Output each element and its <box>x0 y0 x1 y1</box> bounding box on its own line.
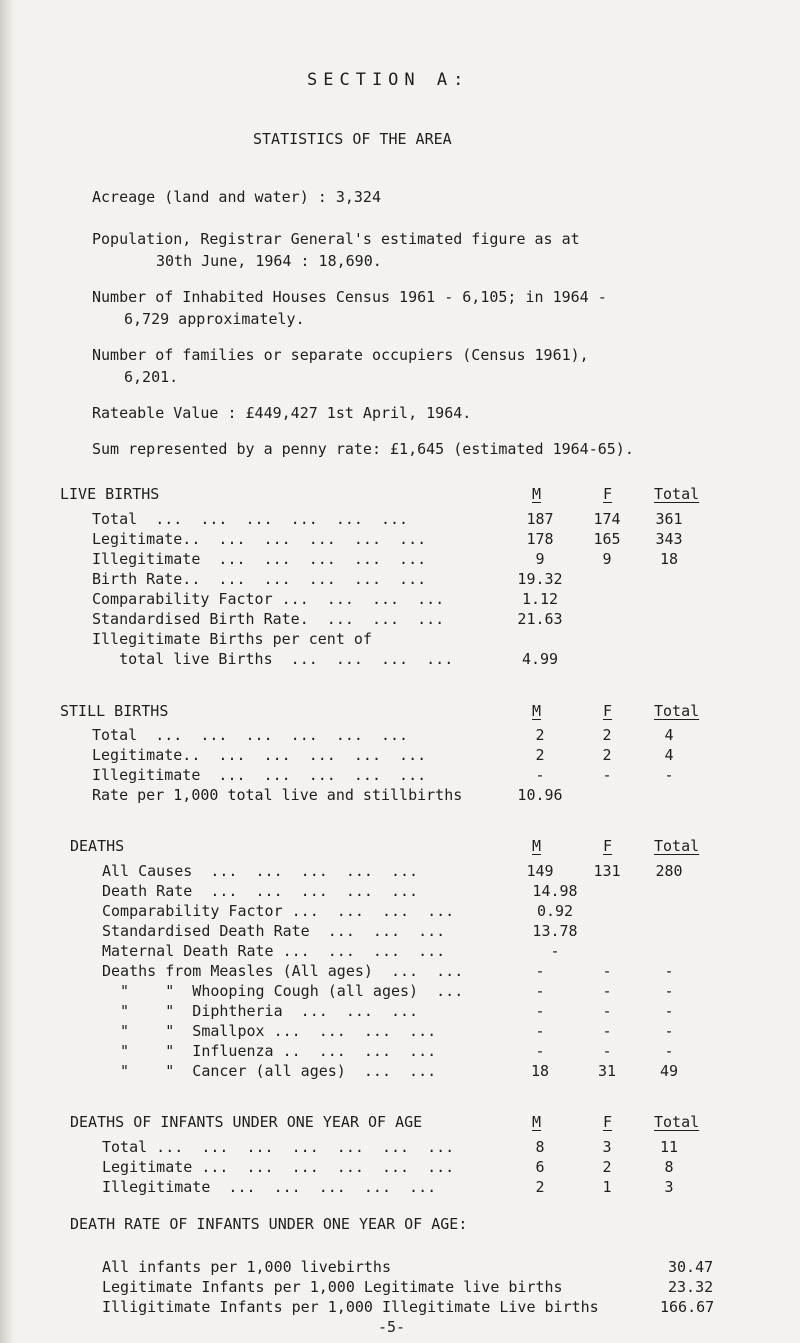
table-row-label: Illegitimate ... ... ... ... ... <box>92 766 427 784</box>
info-families: Number of families or separate occupiers (Census 1961), <box>92 346 589 364</box>
table-row-label: Illegitimate ... ... ... ... ... <box>92 550 427 568</box>
table-row-label: Comparability Factor ... ... ... ... <box>92 590 445 608</box>
table-row-label: Maternal Death Rate ... ... ... ... <box>102 942 446 960</box>
col-header-f: F <box>603 485 613 503</box>
section-title: SECTION A: <box>307 70 470 90</box>
rate-row-value: 23.32 <box>668 1278 714 1296</box>
table-cell-total: 8 <box>664 1158 674 1176</box>
table-cell-f: 131 <box>593 862 621 880</box>
table-cell-f: - <box>602 1042 612 1060</box>
table-cell-f: 3 <box>602 1138 612 1156</box>
table-cell-m: 187 <box>526 510 554 528</box>
col-header-m: M <box>532 1113 542 1131</box>
rate-row-label: Legitimate Infants per 1,000 Legitimate live births <box>102 1278 563 1296</box>
table-cell-m: - <box>550 942 560 960</box>
table-cell-m: - <box>535 982 545 1000</box>
live-births-heading: LIVE BIRTHS <box>60 485 160 503</box>
table-cell-f: 2 <box>602 726 612 744</box>
table-cell-f: 174 <box>593 510 621 528</box>
rate-row-value: 166.67 <box>660 1298 715 1316</box>
info-penny-rate: Sum represented by a penny rate: £1,645 (estimated 1964-65). <box>92 440 634 458</box>
table-cell-f: 1 <box>602 1178 612 1196</box>
table-cell-f: 2 <box>602 1158 612 1176</box>
info-rateable-value: Rateable Value : £449,427 1st April, 1964. <box>92 404 472 422</box>
rate-row-label: All infants per 1,000 livebirths <box>102 1258 391 1276</box>
table-cell-f: 165 <box>593 530 621 548</box>
table-cell-total: 18 <box>659 550 679 568</box>
table-row-label: Standardised Death Rate ... ... ... <box>102 922 446 940</box>
table-cell-f: 2 <box>602 746 612 764</box>
info-families-2: 6,201. <box>124 368 179 386</box>
info-houses: Number of Inhabited Houses Census 1961 - 6,105; in 1964 - <box>92 288 607 306</box>
col-header-total: Total <box>654 485 700 503</box>
col-header-f: F <box>603 837 613 855</box>
table-row-label: Legitimate.. ... ... ... ... ... <box>92 530 427 548</box>
table-cell-m: 14.98 <box>532 882 578 900</box>
table-cell-f: - <box>602 1022 612 1040</box>
table-cell-m: - <box>535 766 545 784</box>
table-row-label: Deaths from Measles (All ages) ... ... <box>102 962 464 980</box>
col-header-m: M <box>532 702 542 720</box>
table-cell-m: - <box>535 1022 545 1040</box>
table-cell-m: 9 <box>535 550 545 568</box>
col-header-m: M <box>532 837 542 855</box>
table-cell-m: 2 <box>535 746 545 764</box>
table-row-label: All Causes ... ... ... ... ... <box>102 862 419 880</box>
table-row-label: " " Influenza .. ... ... ... <box>102 1042 437 1060</box>
table-cell-f: - <box>602 1002 612 1020</box>
table-row-label: " " Smallpox ... ... ... ... <box>102 1022 437 1040</box>
table-cell-m: 149 <box>526 862 554 880</box>
table-cell-m: 10.96 <box>517 786 563 804</box>
table-cell-total: 280 <box>655 862 683 880</box>
table-row-label: Death Rate ... ... ... ... ... <box>102 882 419 900</box>
table-cell-m: 21.63 <box>517 610 563 628</box>
table-cell-total: - <box>664 1042 674 1060</box>
info-houses-2: 6,729 approximately. <box>124 310 305 328</box>
table-row-label: Illegitimate ... ... ... ... ... <box>102 1178 437 1196</box>
section-subtitle: STATISTICS OF THE AREA <box>253 130 452 148</box>
table-cell-f: - <box>602 766 612 784</box>
infant-deaths-heading: DEATHS OF INFANTS UNDER ONE YEAR OF AGE <box>70 1113 423 1131</box>
deaths-heading: DEATHS <box>70 837 125 855</box>
col-header-total: Total <box>654 702 700 720</box>
table-row-label: Birth Rate.. ... ... ... ... ... <box>92 570 427 588</box>
table-cell-total: 4 <box>664 726 674 744</box>
table-row-label: Total ... ... ... ... ... ... ... <box>102 1138 455 1156</box>
table-cell-f: - <box>602 962 612 980</box>
table-cell-m: 18 <box>530 1062 550 1080</box>
col-header-f: F <box>603 702 613 720</box>
table-cell-m: 1.12 <box>521 590 559 608</box>
table-cell-m: 2 <box>535 726 545 744</box>
table-cell-m: 6 <box>535 1158 545 1176</box>
table-row-label: " " Whooping Cough (all ages) ... <box>102 982 464 1000</box>
table-cell-total: 49 <box>659 1062 679 1080</box>
table-cell-total: 361 <box>655 510 683 528</box>
table-cell-total: 4 <box>664 746 674 764</box>
table-row-label: " " Cancer (all ages) ... ... <box>102 1062 437 1080</box>
table-cell-f: - <box>602 982 612 1000</box>
table-cell-m: 13.78 <box>532 922 578 940</box>
table-row-label: total live Births ... ... ... ... <box>92 650 454 668</box>
table-cell-m: - <box>535 1042 545 1060</box>
table-cell-m: 19.32 <box>517 570 563 588</box>
table-cell-total: - <box>664 766 674 784</box>
table-row-label: Illegitimate Births per cent of <box>92 630 372 648</box>
table-cell-f: 9 <box>602 550 612 568</box>
table-row-label: Rate per 1,000 total live and stillbirths <box>92 786 463 804</box>
page-edge-shadow <box>0 0 14 1343</box>
table-cell-m: - <box>535 962 545 980</box>
table-cell-total: 11 <box>659 1138 679 1156</box>
col-header-f: F <box>603 1113 613 1131</box>
table-row-label: Legitimate.. ... ... ... ... ... <box>92 746 427 764</box>
col-header-m: M <box>532 485 542 503</box>
still-births-heading: STILL BIRTHS <box>60 702 169 720</box>
table-cell-total: - <box>664 1022 674 1040</box>
table-cell-total: - <box>664 962 674 980</box>
table-row-label: Total ... ... ... ... ... ... <box>92 726 409 744</box>
col-header-total: Total <box>654 837 700 855</box>
rate-row-value: 30.47 <box>668 1258 714 1276</box>
infant-rate-heading: DEATH RATE OF INFANTS UNDER ONE YEAR OF AGE: <box>70 1215 468 1233</box>
table-cell-total: 3 <box>664 1178 674 1196</box>
table-row-label: " " Diphtheria ... ... ... <box>102 1002 419 1020</box>
table-cell-total: - <box>664 982 674 1000</box>
table-cell-f: 31 <box>597 1062 617 1080</box>
rate-row-label: Illigitimate Infants per 1,000 Illegitimate Live births <box>102 1298 599 1316</box>
table-cell-m: 8 <box>535 1138 545 1156</box>
info-acreage: Acreage (land and water) : 3,324 <box>92 188 381 206</box>
table-cell-m: 0.92 <box>536 902 574 920</box>
table-cell-total: - <box>664 1002 674 1020</box>
page-number: -5- <box>378 1318 406 1336</box>
table-cell-m: - <box>535 1002 545 1020</box>
col-header-total: Total <box>654 1113 700 1131</box>
table-cell-m: 178 <box>526 530 554 548</box>
table-row-label: Total ... ... ... ... ... ... <box>92 510 409 528</box>
table-cell-total: 343 <box>655 530 683 548</box>
table-row-label: Standardised Birth Rate. ... ... ... <box>92 610 445 628</box>
table-cell-m: 2 <box>535 1178 545 1196</box>
table-row-label: Comparability Factor ... ... ... ... <box>102 902 455 920</box>
table-row-label: Legitimate ... ... ... ... ... ... <box>102 1158 455 1176</box>
table-cell-m: 4.99 <box>521 650 559 668</box>
info-population-date: 30th June, 1964 : 18,690. <box>156 252 382 270</box>
info-population: Population, Registrar General's estimated figure as at <box>92 230 580 248</box>
